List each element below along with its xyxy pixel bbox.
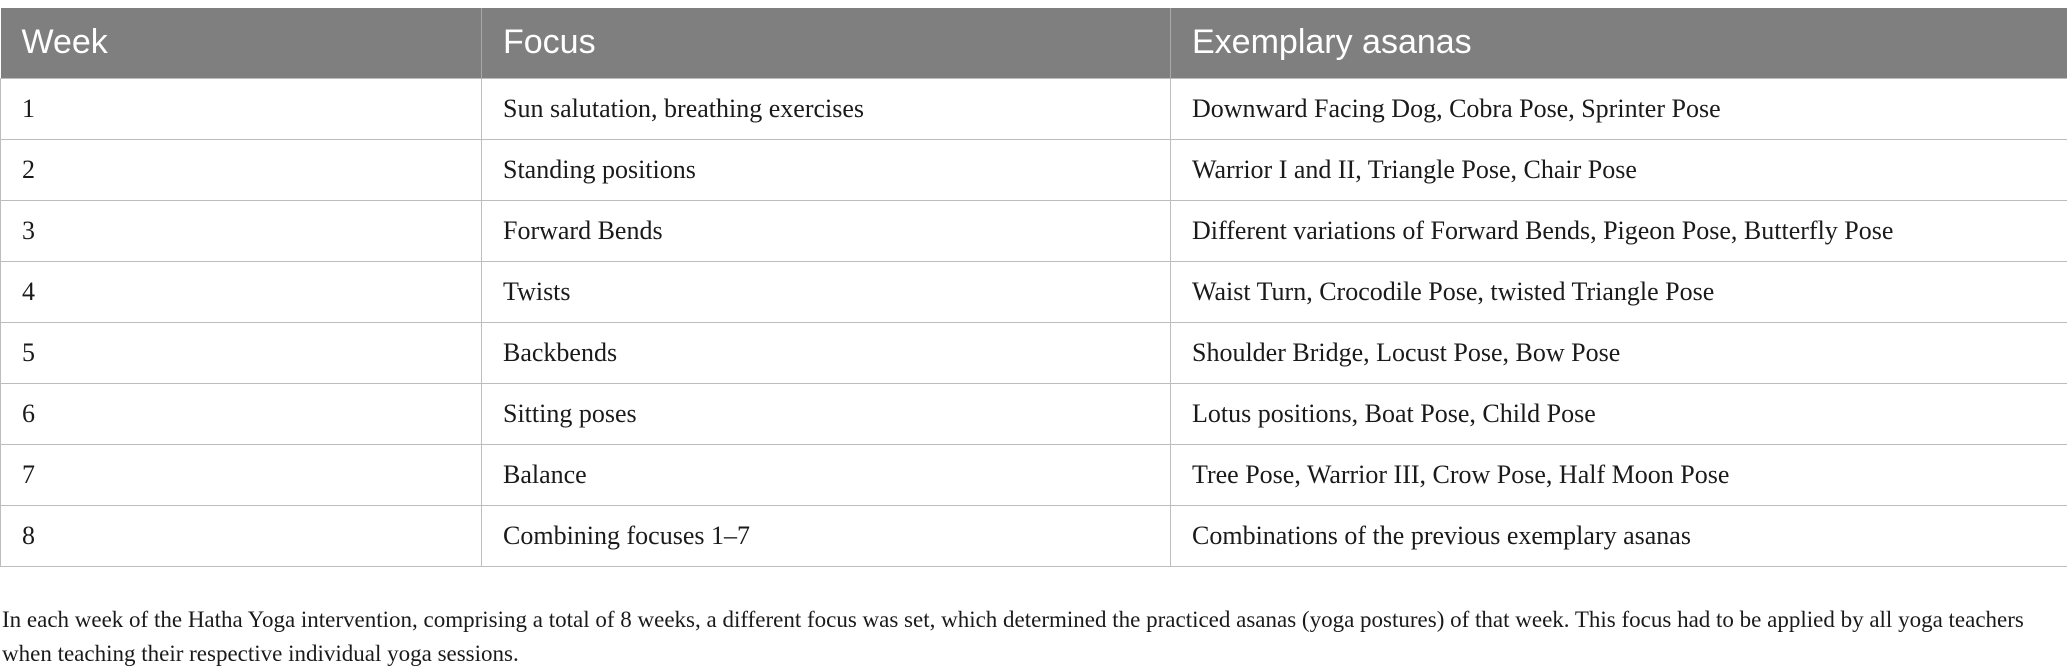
- yoga-schedule-table-container: [0, 8, 2067, 567]
- focus-cell: Sitting poses: [482, 383, 1171, 444]
- table-row: [1, 383, 2067, 444]
- header-focus: Focus: [482, 8, 1171, 78]
- focus-cell: Balance: [482, 444, 1171, 505]
- table-body: [1, 78, 2067, 566]
- asanas-cell: Combinations of the previous exemplary asanas: [1171, 505, 2067, 566]
- table-row: [1, 505, 2067, 566]
- table-row: [1, 261, 2067, 322]
- table-row: [1, 200, 2067, 261]
- asanas-cell: Shoulder Bridge, Locust Pose, Bow Pose: [1171, 322, 2067, 383]
- header-week: Week: [1, 8, 482, 78]
- table-header: [1, 8, 2067, 78]
- week-cell: 2: [1, 139, 482, 200]
- table-row: [1, 444, 2067, 505]
- focus-cell: Twists: [482, 261, 1171, 322]
- focus-cell: Sun salutation, breathing exercises: [482, 78, 1171, 139]
- asanas-cell: Tree Pose, Warrior III, Crow Pose, Half Moon Pose: [1171, 444, 2067, 505]
- asanas-cell: Different variations of Forward Bends, Pigeon Pose, Butterfly Pose: [1171, 200, 2067, 261]
- week-cell: 1: [1, 78, 482, 139]
- focus-cell: Combining focuses 1–7: [482, 505, 1171, 566]
- table-row: [1, 322, 2067, 383]
- focus-cell: Standing positions: [482, 139, 1171, 200]
- asanas-cell: Lotus positions, Boat Pose, Child Pose: [1171, 383, 2067, 444]
- header-exemplary-asanas: Exemplary asanas: [1171, 8, 2067, 78]
- table-row: [1, 139, 2067, 200]
- focus-cell: Forward Bends: [482, 200, 1171, 261]
- asanas-cell: Waist Turn, Crocodile Pose, twisted Triangle Pose: [1171, 261, 2067, 322]
- week-cell: 3: [1, 200, 482, 261]
- week-cell: 4: [1, 261, 482, 322]
- week-cell: 8: [1, 505, 482, 566]
- yoga-schedule-table: [0, 8, 2067, 567]
- asanas-cell: Warrior I and II, Triangle Pose, Chair Pose: [1171, 139, 2067, 200]
- asanas-cell: Downward Facing Dog, Cobra Pose, Sprinter Pose: [1171, 78, 2067, 139]
- header-row: [1, 8, 2067, 78]
- week-cell: 7: [1, 444, 482, 505]
- table-footnote: In each week of the Hatha Yoga intervention, comprising a total of 8 weeks, a different focus was set, which determined the practiced asanas (yoga postures) of that week. This focus had to be applied by all yoga teachers when teaching their respective individual yoga sessions.: [2, 603, 2042, 671]
- focus-cell: Backbends: [482, 322, 1171, 383]
- week-cell: 6: [1, 383, 482, 444]
- week-cell: 5: [1, 322, 482, 383]
- table-row: [1, 78, 2067, 139]
